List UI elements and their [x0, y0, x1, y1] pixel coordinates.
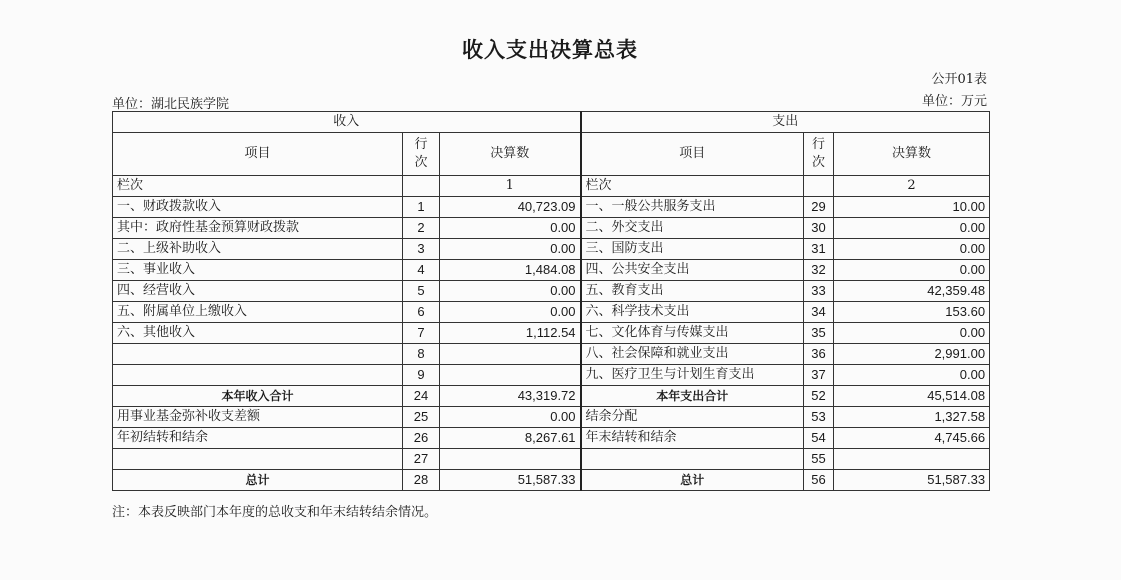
- income-item: [113, 449, 403, 470]
- expense-amount: 153.60: [834, 302, 990, 323]
- table-row: [113, 365, 990, 386]
- column-index-blank: [403, 176, 440, 197]
- table-row: [113, 449, 990, 470]
- income-line-no: 9: [403, 365, 440, 386]
- expense-section-header: 支出: [581, 112, 990, 133]
- expense-item: 结余分配: [581, 407, 804, 428]
- income-item: [113, 365, 403, 386]
- table-row: [113, 428, 990, 449]
- expense-line-no: 54: [804, 428, 834, 449]
- income-column-index: 1: [440, 176, 581, 197]
- expense-total-amount: 51,587.33: [834, 470, 990, 491]
- income-amount: [440, 449, 581, 470]
- income-item: 六、其他收入: [113, 323, 403, 344]
- expense-item: 六、科学技术支出: [581, 302, 804, 323]
- income-line-no: 28: [403, 470, 440, 491]
- income-line-no: 4: [403, 260, 440, 281]
- expense-amount: 1,327.58: [834, 407, 990, 428]
- column-index-label: 栏次: [113, 176, 403, 197]
- form-code: 公开01表: [931, 72, 987, 87]
- line-no-header-bottom: 次: [812, 155, 826, 170]
- expense-subtotal-amount: 45,514.08: [834, 386, 990, 407]
- currency-unit: 单位：万元: [921, 94, 987, 109]
- income-subtotal-label: 本年收入合计: [113, 386, 403, 407]
- table-row: [113, 323, 990, 344]
- page-title: 收入支出决算总表: [462, 38, 638, 62]
- income-line-no: 27: [403, 449, 440, 470]
- expense-item: 八、社会保障和就业支出: [581, 344, 804, 365]
- income-item: 一、财政拨款收入: [113, 197, 403, 218]
- expense-column-index: 2: [834, 176, 990, 197]
- income-amount: [440, 344, 581, 365]
- expense-line-no: 31: [804, 239, 834, 260]
- income-item: 年初结转和结余: [113, 428, 403, 449]
- income-item: 二、上级补助收入: [113, 239, 403, 260]
- expense-amount: 0.00: [834, 239, 990, 260]
- expense-amount: 0.00: [834, 260, 990, 281]
- expense-line-no: 29: [804, 197, 834, 218]
- expense-item-header: 项目: [581, 133, 804, 176]
- income-line-no: 3: [403, 239, 440, 260]
- table-row: [113, 239, 990, 260]
- line-no-header-top: 行: [414, 137, 428, 152]
- table-row: [113, 260, 990, 281]
- expense-amount-header: 决算数: [834, 133, 990, 176]
- table-row: [113, 281, 990, 302]
- table-row: [113, 218, 990, 239]
- expense-line-no: 55: [804, 449, 834, 470]
- income-line-no: 24: [403, 386, 440, 407]
- income-item-header: 项目: [113, 133, 403, 176]
- expense-item: 七、文化体育与传媒支出: [581, 323, 804, 344]
- expense-line-no: 36: [804, 344, 834, 365]
- income-amount: 0.00: [440, 218, 581, 239]
- income-line-no: 6: [403, 302, 440, 323]
- expense-line-no: 34: [804, 302, 834, 323]
- expense-item: [581, 449, 804, 470]
- income-item: 四、经营收入: [113, 281, 403, 302]
- expense-line-no: 35: [804, 323, 834, 344]
- income-item: 三、事业收入: [113, 260, 403, 281]
- expense-item: 一、一般公共服务支出: [581, 197, 804, 218]
- income-amount: 0.00: [440, 239, 581, 260]
- income-line-no: 1: [403, 197, 440, 218]
- income-subtotal-amount: 43,319.72: [440, 386, 581, 407]
- line-no-header-bottom: 次: [414, 155, 428, 170]
- expense-item: 二、外交支出: [581, 218, 804, 239]
- line-no-header-top: 行: [812, 137, 826, 152]
- expense-line-no-header: [804, 133, 834, 176]
- expense-amount: 10.00: [834, 197, 990, 218]
- expense-total-label: 总计: [581, 470, 804, 491]
- income-amount: [440, 365, 581, 386]
- expense-amount: 0.00: [834, 323, 990, 344]
- income-item: [113, 344, 403, 365]
- expense-item: 五、教育支出: [581, 281, 804, 302]
- table-row: [113, 407, 990, 428]
- table-row: [113, 302, 990, 323]
- income-amount: 1,112.54: [440, 323, 581, 344]
- income-amount: 0.00: [440, 407, 581, 428]
- expense-line-no: 30: [804, 218, 834, 239]
- table-row: [113, 344, 990, 365]
- expense-line-no: 33: [804, 281, 834, 302]
- expense-item: 九、医疗卫生与计划生育支出: [581, 365, 804, 386]
- budget-summary-table: [112, 111, 990, 491]
- expense-line-no: 53: [804, 407, 834, 428]
- income-amount: 0.00: [440, 281, 581, 302]
- income-line-no: 25: [403, 407, 440, 428]
- income-section-header: 收入: [113, 112, 581, 133]
- expense-amount: 0.00: [834, 218, 990, 239]
- income-item: 用事业基金弥补收支差额: [113, 407, 403, 428]
- footnote: 注：本表反映部门本年度的总收支和年末结转结余情况。: [112, 505, 438, 520]
- table-row-subtotal: [113, 386, 990, 407]
- income-line-no: 2: [403, 218, 440, 239]
- table-row-total: [113, 470, 990, 491]
- income-amount: 8,267.61: [440, 428, 581, 449]
- expense-amount: 4,745.66: [834, 428, 990, 449]
- income-amount: 1,484.08: [440, 260, 581, 281]
- expense-subtotal-label: 本年支出合计: [581, 386, 804, 407]
- expense-item: 三、国防支出: [581, 239, 804, 260]
- expense-line-no: 52: [804, 386, 834, 407]
- expense-amount: 42,359.48: [834, 281, 990, 302]
- income-line-no: 26: [403, 428, 440, 449]
- expense-line-no: 32: [804, 260, 834, 281]
- income-item: 五、附属单位上缴收入: [113, 302, 403, 323]
- expense-amount: [834, 449, 990, 470]
- table-row: [113, 197, 990, 218]
- expense-item: 年末结转和结余: [581, 428, 804, 449]
- income-line-no: 8: [403, 344, 440, 365]
- expense-item: 四、公共安全支出: [581, 260, 804, 281]
- income-amount: 40,723.09: [440, 197, 581, 218]
- expense-line-no: 56: [804, 470, 834, 491]
- income-item: 其中：政府性基金预算财政拨款: [113, 218, 403, 239]
- expense-line-no: 37: [804, 365, 834, 386]
- expense-amount: 2,991.00: [834, 344, 990, 365]
- column-index-blank: [804, 176, 834, 197]
- income-line-no-header: [403, 133, 440, 176]
- income-line-no: 7: [403, 323, 440, 344]
- income-total-amount: 51,587.33: [440, 470, 581, 491]
- column-index-label: 栏次: [581, 176, 804, 197]
- expense-amount: 0.00: [834, 365, 990, 386]
- income-line-no: 5: [403, 281, 440, 302]
- income-amount-header: 决算数: [440, 133, 581, 176]
- reporting-unit: 单位：湖北民族学院: [112, 97, 230, 112]
- income-total-label: 总计: [113, 470, 403, 491]
- income-amount: 0.00: [440, 302, 581, 323]
